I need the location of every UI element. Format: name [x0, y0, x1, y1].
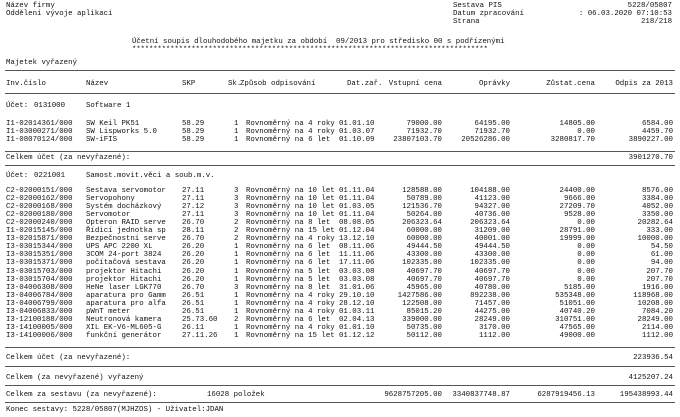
cell-writeoff: 1112.00: [641, 331, 673, 340]
cell-date: 01.11.04: [339, 211, 375, 220]
cell-method: Rovnoměrný na 10 let: [246, 211, 335, 220]
cell-remain: 0.00: [577, 128, 595, 137]
account-name: Software 1: [86, 102, 131, 110]
section-title: Majetek vyřazený: [6, 59, 77, 67]
cell-date: 31.01.06: [339, 283, 375, 292]
cell-date: 01.11.04: [339, 195, 375, 204]
cell-method: Rovnoměrný na 4 roky: [246, 235, 335, 244]
cell-depr: 43300.00: [474, 251, 510, 260]
cell-entry: 60000.00: [406, 227, 442, 236]
cell-depr: 44275.00: [474, 307, 510, 316]
cell-remain: 310751.00: [555, 315, 595, 324]
cell-depr: 71932.70: [474, 128, 510, 137]
col-writeoff: Odpis za 2013: [615, 80, 673, 88]
cell-depr: 31209.00: [474, 227, 510, 236]
cell-sk: 1: [234, 275, 239, 284]
account-label: Účet:: [6, 102, 29, 110]
cell-entry: 122508.00: [402, 299, 442, 308]
cell-writeoff: 28249.00: [637, 315, 673, 324]
cell-method: Rovnoměrný na 4 roky: [246, 299, 335, 308]
cell-name: Neutronová kamera: [86, 315, 162, 324]
cell-skp: 26.20: [182, 251, 205, 260]
cell-sk: 1: [234, 307, 239, 316]
cell-remain: 0.00: [577, 275, 595, 284]
cell-writeoff: 6584.00: [641, 120, 673, 128]
cell-remain: 51051.00: [559, 299, 595, 308]
cell-method: Rovnoměrný na 6 let: [246, 136, 331, 145]
cell-depr: 41123.00: [474, 195, 510, 204]
report-total-writeoff: 195438993.44: [619, 391, 673, 399]
divider: [5, 402, 675, 403]
cell-skp: 26.51: [182, 299, 205, 308]
cell-skp: 26.20: [182, 267, 205, 276]
cell-sk: 1: [234, 259, 239, 268]
cell-entry: 71932.70: [406, 128, 442, 137]
cell-remain: 0.00: [577, 259, 595, 268]
cell-inv: I3-03015704/000: [6, 275, 73, 284]
cell-name: projektor Hitachi: [86, 267, 162, 276]
cell-inv: I3-12100188/000: [6, 315, 73, 324]
cell-writeoff: 1916.00: [641, 283, 673, 292]
cell-writeoff: 118968.00: [633, 291, 673, 300]
cell-inv: I3-03015371/000: [6, 259, 73, 268]
cell-depr: 40780.00: [474, 283, 510, 292]
divider: [5, 385, 675, 386]
cell-sk: 1: [234, 331, 239, 340]
cell-inv: I1-03000271/000: [6, 128, 73, 137]
total-disposed: 4125207.24: [628, 374, 673, 382]
report-title: Účetní soupis dlouhodobého majetku za období 09/2013 pro středisko 00 s podřízenými: [132, 38, 505, 46]
cell-writeoff: 4459.70: [641, 128, 673, 137]
cell-date: 11.11.06: [339, 251, 375, 260]
cell-writeoff: 333.00: [646, 227, 673, 236]
cell-depr: 40697.70: [474, 267, 510, 276]
cell-date: 01.10.09: [339, 136, 375, 145]
cell-date: 01.03.07: [339, 128, 375, 137]
cell-depr: 1112.00: [478, 331, 510, 340]
cell-remain: 14805.00: [559, 120, 595, 128]
cell-skp: 27.12: [182, 203, 205, 212]
cell-sk: 1: [234, 251, 239, 260]
account-total-label: Celkem účet (za nevyřazené):: [6, 354, 131, 362]
cell-method: Rovnoměrný na 10 let: [246, 187, 335, 195]
cell-remain: 24400.00: [559, 187, 595, 195]
cell-writeoff: 3350.00: [641, 211, 673, 220]
cell-sk: 3: [234, 195, 239, 204]
cell-date: 01.01.10: [339, 323, 375, 332]
cell-name: Systém docházkový: [86, 203, 162, 212]
cell-name: Sestava servomotor: [86, 187, 166, 195]
cell-name: SW-iFIS: [86, 136, 118, 145]
cell-date: 08.11.06: [339, 243, 375, 252]
cell-entry: 206323.64: [402, 219, 442, 228]
cell-writeoff: 10208.00: [637, 299, 673, 308]
cell-name: funkční generátor: [86, 331, 162, 340]
cell-skp: 26.11: [182, 323, 205, 332]
cell-depr: 104188.00: [470, 187, 510, 195]
company-name: Název firmy: [6, 2, 55, 10]
cell-writeoff: 61.00: [650, 251, 673, 260]
cell-sk: 1: [234, 120, 239, 128]
cell-entry: 50112.00: [406, 331, 442, 340]
cell-depr: 3170.00: [478, 323, 510, 332]
cell-sk: 1: [234, 323, 239, 332]
cell-writeoff: 20282.64: [637, 219, 673, 228]
cell-name: HeNe laser LGK770: [86, 283, 162, 292]
cell-skp: 27.11: [182, 187, 205, 195]
cell-date: 03.03.08: [339, 267, 375, 276]
page-value: 218/218: [640, 18, 672, 26]
cell-method: Rovnoměrný na 15 let: [246, 331, 335, 340]
account-total: 3901270.70: [628, 154, 673, 162]
cell-date: 13.12.10: [339, 235, 375, 244]
cell-writeoff: 3384.00: [641, 195, 673, 204]
cell-sk: 3: [234, 283, 239, 292]
cell-name: Řídicí jednotka sp: [86, 227, 166, 236]
title-underline: ************************************************************************************: [132, 46, 488, 54]
cell-inv: C2-02000151/000: [6, 187, 73, 195]
cell-name: počítačová sestava: [86, 259, 166, 268]
cell-depr: 102335.00: [470, 259, 510, 268]
cell-entry: 40697.70: [406, 275, 442, 284]
cell-writeoff: 8576.00: [641, 187, 673, 195]
cell-remain: 5185.00: [563, 283, 595, 292]
cell-entry: 23807103.70: [393, 136, 442, 145]
cell-remain: 47565.00: [559, 323, 595, 332]
cell-inv: I3-03015344/000: [6, 243, 73, 252]
account-label: Účet:: [6, 172, 29, 180]
cell-writeoff: 3890227.00: [628, 136, 673, 145]
account-number: 0131000: [34, 102, 66, 110]
col-name: Název: [86, 80, 109, 88]
cell-method: Rovnoměrný na 4 roky: [246, 291, 335, 300]
cell-inv: I3-04006308/000: [6, 283, 73, 292]
cell-entry: 339000.00: [402, 315, 442, 324]
cell-skp: 27.11: [182, 211, 205, 220]
col-remain: Zůstat.cena: [546, 80, 595, 88]
cell-inv: I3-03015703/000: [6, 267, 73, 276]
cell-date: 02.04.13: [339, 315, 375, 324]
cell-skp: 27.11.26: [182, 331, 218, 340]
cell-entry: 102335.00: [402, 259, 442, 268]
report-label: Sestava PIS: [453, 2, 502, 10]
col-method: Způsob odpisování: [240, 80, 316, 88]
cell-date: 01.12.04: [339, 227, 375, 236]
cell-skp: 26.51: [182, 307, 205, 316]
cell-sk: 3: [234, 211, 239, 220]
cell-sk: 2: [234, 227, 239, 236]
cell-depr: 892238.00: [470, 291, 510, 300]
cell-writeoff: 4052.00: [641, 203, 673, 212]
cell-date: 08.08.05: [339, 219, 375, 228]
cell-method: Rovnoměrný na 6 let: [246, 259, 331, 268]
cell-name: projektor Hitachi: [86, 275, 162, 284]
cell-skp: 27.11: [182, 195, 205, 204]
cell-entry: 50264.00: [406, 211, 442, 220]
cell-inv: C2-02000240/000: [6, 219, 73, 228]
cell-name: Servopohony: [86, 195, 135, 204]
cell-skp: 58.29: [182, 120, 205, 128]
cell-depr: 206323.64: [470, 219, 510, 228]
report-code: 5228/05807: [627, 2, 672, 10]
cell-name: Servomotor: [86, 211, 131, 220]
cell-remain: 0.00: [577, 267, 595, 276]
divider: [5, 347, 675, 348]
cell-writeoff: 207.70: [646, 275, 673, 284]
cell-sk: 1: [234, 267, 239, 276]
cell-sk: 1: [234, 243, 239, 252]
divider: [5, 93, 675, 94]
cell-name: aparatura pro Gamm: [86, 291, 166, 300]
cell-sk: 2: [234, 219, 239, 228]
cell-skp: 26.20: [182, 243, 205, 252]
cell-name: aparatura pro alfa: [86, 299, 166, 308]
cell-skp: 26.70: [182, 235, 205, 244]
cell-inv: I1-08070124/000: [6, 136, 73, 145]
col-entry: Vstupní cena: [388, 80, 442, 88]
items-count: 16028 položek: [207, 391, 265, 399]
cell-remain: 0.00: [577, 251, 595, 260]
cell-remain: 9528.00: [563, 211, 595, 220]
report-total-remain: 6287919456.13: [537, 391, 595, 399]
cell-name: SW Keil PK51: [86, 120, 140, 128]
cell-method: Rovnoměrný na 4 roky: [246, 128, 335, 137]
col-inv: Inv.číslo: [6, 80, 46, 88]
cell-depr: 94327.00: [474, 203, 510, 212]
cell-depr: 40697.70: [474, 275, 510, 284]
cell-depr: 28249.00: [474, 315, 510, 324]
cell-skp: 58.29: [182, 136, 205, 145]
report-total-entry: 9628757205.00: [384, 391, 442, 399]
divider: [5, 70, 675, 71]
department-name: Oddělení vývoje aplikací: [6, 10, 113, 18]
cell-method: Rovnoměrný na 4 roky: [246, 307, 335, 316]
cell-writeoff: 207.70: [646, 267, 673, 276]
cell-method: Rovnoměrný na 6 let: [246, 315, 331, 324]
cell-name: pWnT meter: [86, 307, 131, 316]
cell-depr: 64195.00: [474, 120, 510, 128]
cell-skp: 26.51: [182, 291, 205, 300]
cell-sk: 3: [234, 203, 239, 212]
cell-inv: C2-02000180/000: [6, 211, 73, 220]
cell-inv: I3-14100006/000: [6, 331, 73, 340]
cell-remain: 0.00: [577, 219, 595, 228]
cell-remain: 40740.20: [559, 307, 595, 316]
cell-date: 28.12.10: [339, 299, 375, 308]
cell-date: 01.12.12: [339, 331, 375, 340]
cell-entry: 85015.20: [406, 307, 442, 316]
report-end-line: Konec sestavy: 5228/05807(MJHZOS) - Uživatel:JDAN: [6, 406, 224, 414]
cell-sk: 1: [234, 128, 239, 137]
cell-inv: I1-02015145/000: [6, 227, 73, 236]
cell-date: 01.03.05: [339, 203, 375, 212]
cell-remain: 49000.00: [559, 331, 595, 340]
cell-entry: 60000.00: [406, 235, 442, 244]
cell-method: Rovnoměrný na 6 let: [246, 243, 331, 252]
cell-method: Rovnoměrný na 10 let: [246, 195, 335, 204]
cell-date: 17.11.06: [339, 259, 375, 268]
cell-entry: 1427586.00: [397, 291, 442, 300]
cell-skp: 26.20: [182, 275, 205, 284]
cell-entry: 128588.00: [402, 187, 442, 195]
cell-method: Rovnoměrný na 8 let: [246, 219, 331, 228]
cell-name: SW Lispworks 5.0: [86, 128, 157, 137]
cell-name: 3COM 24-port 3824: [86, 251, 162, 260]
cell-depr: 49444.50: [474, 243, 510, 252]
divider: [5, 165, 675, 166]
cell-entry: 79000.00: [406, 120, 442, 128]
cell-inv: I3-04006799/000: [6, 299, 73, 308]
cell-remain: 9666.00: [563, 195, 595, 204]
divider: [5, 151, 675, 152]
cell-sk: 1: [234, 136, 239, 145]
cell-skp: 26.20: [182, 259, 205, 268]
cell-entry: 40697.70: [406, 267, 442, 276]
cell-writeoff: 54.50: [650, 243, 673, 252]
cell-inv: I3-04006784/000: [6, 291, 73, 300]
cell-writeoff: 7084.20: [641, 307, 673, 316]
cell-date: 01.03.11: [339, 307, 375, 316]
report-total-depr: 3340837748.87: [452, 391, 510, 399]
cell-entry: 50789.00: [406, 195, 442, 204]
cell-method: Rovnoměrný na 10 let: [246, 203, 335, 212]
cell-method: Rovnoměrný na 4 roky: [246, 120, 335, 128]
divider: [5, 366, 675, 367]
cell-entry: 49444.50: [406, 243, 442, 252]
account-number: 0221001: [34, 172, 66, 180]
cell-remain: 19999.00: [559, 235, 595, 244]
cell-depr: 40001.00: [474, 235, 510, 244]
cell-sk: 3: [234, 187, 239, 195]
col-date: Dat.zař.: [347, 80, 383, 88]
cell-date: 01.01.10: [339, 120, 375, 128]
cell-date: 03.03.08: [339, 275, 375, 284]
cell-inv: I3-04006833/000: [6, 307, 73, 316]
cell-remain: 27209.70: [559, 203, 595, 212]
cell-sk: 1: [234, 291, 239, 300]
cell-skp: 58.29: [182, 128, 205, 137]
cell-inv: I3-02015871/000: [6, 235, 73, 244]
cell-date: 01.11.04: [339, 187, 375, 195]
page-label: Strana: [453, 18, 480, 26]
date-value: : 06.03.2020 07:10:53: [578, 10, 672, 18]
account-name: Samost.movit.věci a soub.m.v.: [86, 172, 215, 180]
cell-inv: C2-02000168/000: [6, 203, 73, 212]
cell-remain: 535348.00: [555, 291, 595, 300]
total-disposed-label: Celkem (za nevyřazené) vyřazený: [6, 374, 144, 382]
col-skp: SKP: [182, 80, 196, 88]
cell-entry: 50735.00: [406, 323, 442, 332]
date-label: Datum zpracování: [453, 10, 524, 18]
cell-inv: I1-02014361/000: [6, 120, 73, 128]
cell-remain: 0.00: [577, 243, 595, 252]
cell-skp: 26.70: [182, 219, 205, 228]
cell-depr: 71457.00: [474, 299, 510, 308]
col-sk: Sk.: [228, 80, 242, 88]
cell-depr: 40736.00: [474, 211, 510, 220]
cell-sk: 2: [234, 235, 239, 244]
cell-name: XIL EK-V6-ML605-G: [86, 323, 162, 332]
cell-method: Rovnoměrný na 4 roky: [246, 323, 335, 332]
cell-method: Rovnoměrný na 5 let: [246, 275, 331, 284]
cell-date: 29.10.10: [339, 291, 375, 300]
col-depr: Oprávky: [478, 80, 510, 88]
cell-name: Opteron RAID serve: [86, 219, 166, 228]
cell-skp: 26.70: [182, 283, 205, 292]
cell-depr: 20526286.00: [461, 136, 510, 145]
account-total: 223936.54: [633, 354, 673, 362]
cell-writeoff: 94.00: [650, 259, 673, 268]
cell-entry: 121536.70: [402, 203, 442, 212]
cell-name: Bezpečnostní serve: [86, 235, 166, 244]
cell-name: UPS APC 2200 XL: [86, 243, 153, 252]
cell-inv: I3-14100005/000: [6, 323, 73, 332]
cell-sk: 1: [234, 299, 239, 308]
cell-inv: C2-02000162/000: [6, 195, 73, 204]
cell-method: Rovnoměrný na 15 let: [246, 227, 335, 236]
cell-sk: 2: [234, 315, 239, 324]
cell-writeoff: 2114.00: [641, 323, 673, 332]
report-total-label: Celkem za sestavu (za nevyřazené):: [6, 391, 157, 399]
cell-inv: I3-03015351/000: [6, 251, 73, 260]
cell-method: Rovnoměrný na 6 let: [246, 251, 331, 260]
cell-entry: 43300.00: [406, 251, 442, 260]
cell-method: Rovnoměrný na 8 let: [246, 283, 331, 292]
cell-skp: 25.73.60: [182, 315, 218, 324]
cell-skp: 28.11: [182, 227, 205, 236]
cell-writeoff: 10000.00: [637, 235, 673, 244]
cell-remain: 3280817.70: [550, 136, 595, 145]
cell-remain: 28791.00: [559, 227, 595, 236]
cell-entry: 45965.00: [406, 283, 442, 292]
account-total-label: Celkem účet (za nevyřazené):: [6, 154, 131, 162]
cell-method: Rovnoměrný na 5 let: [246, 267, 331, 276]
